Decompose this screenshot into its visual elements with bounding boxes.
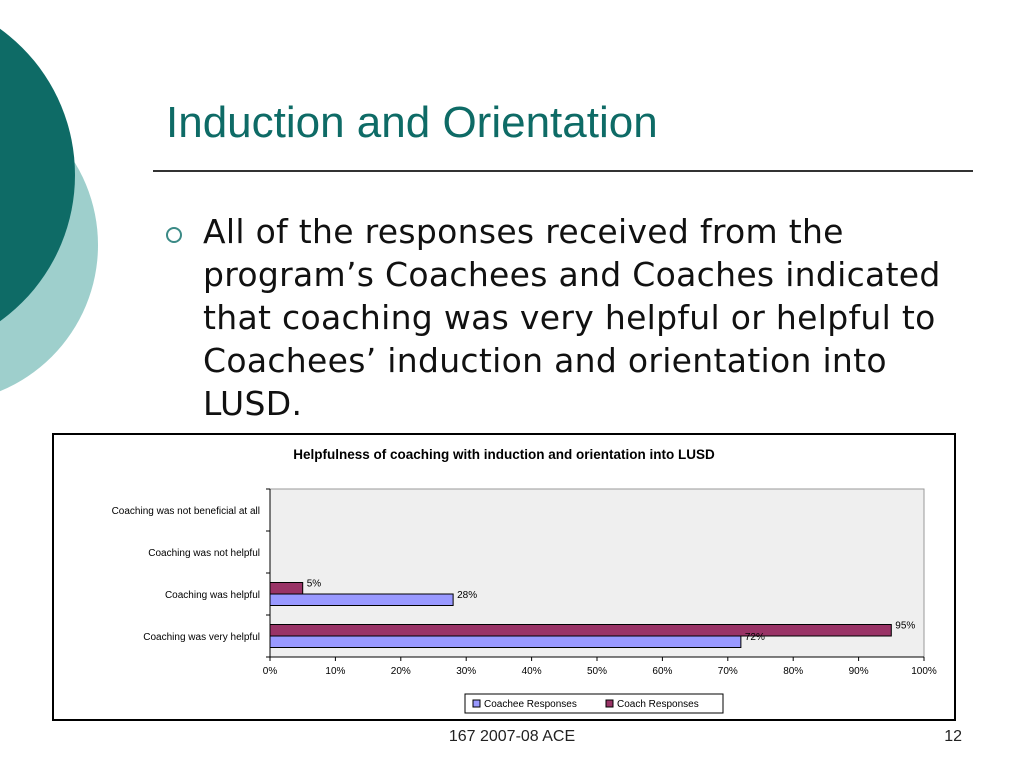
x-tick-label: 0%	[262, 666, 278, 677]
x-tick-label: 20%	[390, 666, 411, 677]
slide-title: Induction and Orientation	[166, 98, 658, 147]
footer-text: 167 2007-08 ACE	[448, 728, 576, 745]
bar-coach	[270, 625, 891, 637]
bullet-circle-icon	[166, 227, 182, 243]
data-label: 28%	[457, 589, 478, 601]
category-label: Coaching was helpful	[164, 590, 260, 601]
chart-container	[52, 433, 956, 721]
legend-swatch	[473, 700, 480, 707]
x-tick-label: 70%	[717, 666, 738, 677]
page-number: 12	[944, 728, 962, 745]
bullet-text: All of the responses received from the program’s Coachees and Coaches indicated that coaching was very helpful or helpful to Coachees’ induction and orientation into LUSD.	[203, 212, 941, 423]
x-tick-label: 90%	[848, 666, 869, 677]
data-label: 95%	[895, 620, 916, 632]
data-label: 72%	[744, 631, 765, 643]
x-tick-label: 80%	[783, 666, 804, 677]
title-divider	[153, 170, 973, 172]
legend-entry: Coach Responses	[617, 699, 699, 710]
category-label: Coaching was very helpful	[143, 632, 260, 643]
x-tick-label: 100%	[911, 666, 937, 677]
bar-coach	[270, 583, 303, 595]
x-tick-label: 40%	[521, 666, 542, 677]
bar-chart	[54, 435, 954, 719]
category-label: Coaching was not beneficial at all	[111, 506, 260, 517]
x-tick-label: 30%	[456, 666, 477, 677]
bar-coachee	[270, 636, 741, 648]
data-label: 5%	[306, 578, 322, 590]
bar-coachee	[270, 594, 453, 606]
chart-title: Helpfulness of coaching with induction and orientation into LUSD	[293, 447, 715, 462]
x-tick-label: 50%	[586, 666, 608, 677]
category-label: Coaching was not helpful	[148, 548, 260, 559]
x-tick-label: 60%	[652, 666, 673, 677]
x-tick-label: 10%	[325, 666, 346, 677]
legend-swatch	[606, 700, 613, 707]
legend-entry: Coachee Responses	[484, 699, 577, 710]
decorative-circles	[0, 0, 110, 400]
